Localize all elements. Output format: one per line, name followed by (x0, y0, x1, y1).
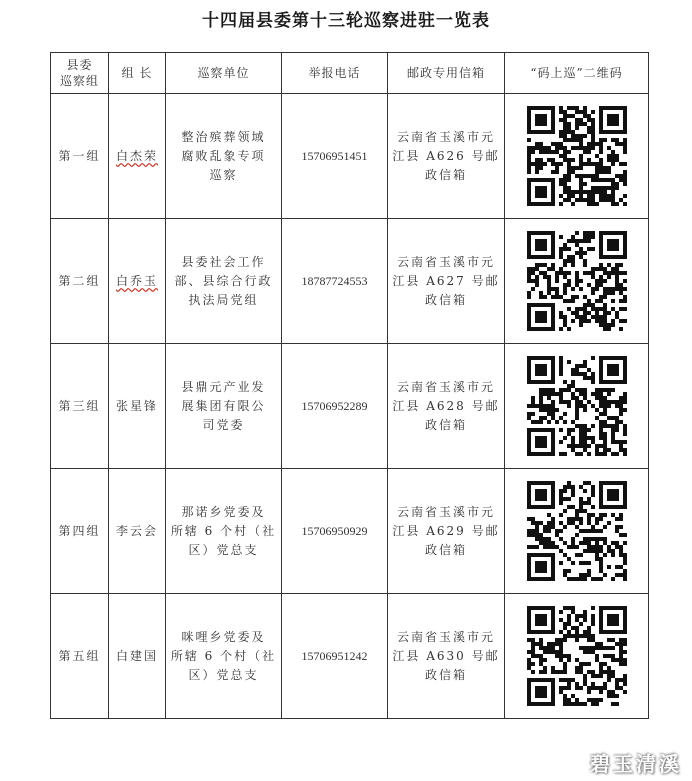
table-row (51, 469, 649, 594)
group-cell: 第五组 (51, 594, 109, 719)
qr-code-icon[interactable] (527, 606, 627, 706)
unit-cell: 咪哩乡党委及 所辖 6 个村（社 区）党总支 (166, 594, 282, 719)
phone-cell: 15706951242 (282, 594, 388, 719)
header-unit: 巡察单位 (166, 53, 282, 94)
qrcode-cell (505, 344, 649, 469)
unit-cell: 整治殡葬领域 腐败乱象专项 巡察 (166, 94, 282, 219)
table-row (51, 94, 649, 219)
unit-cell: 那诺乡党委及 所辖 6 个村（社 区）党总支 (166, 469, 282, 594)
leader-cell: 张星锋 (109, 344, 166, 469)
phone-cell: 15706952289 (282, 344, 388, 469)
qrcode-cell (505, 94, 649, 219)
qr-code-icon[interactable] (527, 231, 627, 331)
leader-cell: 白建国 (109, 594, 166, 719)
leader-cell (109, 94, 166, 219)
leader-cell: 李云会 (109, 469, 166, 594)
mailbox-cell: 云南省玉溪市元 江县 A627 号邮 政信箱 (388, 219, 505, 344)
group-cell: 第一组 (51, 94, 109, 219)
header-mailbox: 邮政专用信箱 (388, 53, 505, 94)
qr-code-icon[interactable] (527, 481, 627, 581)
header-group: 县委 巡察组 (51, 53, 109, 94)
table-row (51, 219, 649, 344)
group-cell: 第三组 (51, 344, 109, 469)
qrcode-cell (505, 469, 649, 594)
mailbox-cell: 云南省玉溪市元 江县 A629 号邮 政信箱 (388, 469, 505, 594)
unit-cell: 县委社会工作 部、县综合行政 执法局党组 (166, 219, 282, 344)
mailbox-cell: 云南省玉溪市元 江县 A628 号邮 政信箱 (388, 344, 505, 469)
leader-name: 白乔玉 (115, 273, 158, 288)
group-cell: 第四组 (51, 469, 109, 594)
watermark-logo: 碧玉清溪 (590, 752, 682, 776)
qrcode-cell (505, 594, 649, 719)
qr-code-icon[interactable] (527, 356, 627, 456)
phone-cell: 15706951451 (282, 94, 388, 219)
qr-code-icon[interactable] (527, 106, 627, 206)
qrcode-cell (505, 219, 649, 344)
leader-cell (109, 219, 166, 344)
table-row (51, 344, 649, 469)
header-qrcode: “码上巡”二维码 (505, 53, 649, 94)
inspection-table (50, 52, 649, 719)
mailbox-cell: 云南省玉溪市元 江县 A626 号邮 政信箱 (388, 94, 505, 219)
unit-cell: 县鼎元产业发 展集团有限公 司党委 (166, 344, 282, 469)
table-header-row (51, 53, 649, 94)
leader-name: 白杰荣 (115, 148, 158, 163)
header-phone: 举报电话 (282, 53, 388, 94)
header-leader: 组 长 (109, 53, 166, 94)
phone-cell: 18787724553 (282, 219, 388, 344)
page-title: 十四届县委第十三轮巡察进驻一览表 (202, 11, 490, 31)
mailbox-cell: 云南省玉溪市元 江县 A630 号邮 政信箱 (388, 594, 505, 719)
group-cell: 第二组 (51, 219, 109, 344)
phone-cell: 15706950929 (282, 469, 388, 594)
table-row (51, 594, 649, 719)
